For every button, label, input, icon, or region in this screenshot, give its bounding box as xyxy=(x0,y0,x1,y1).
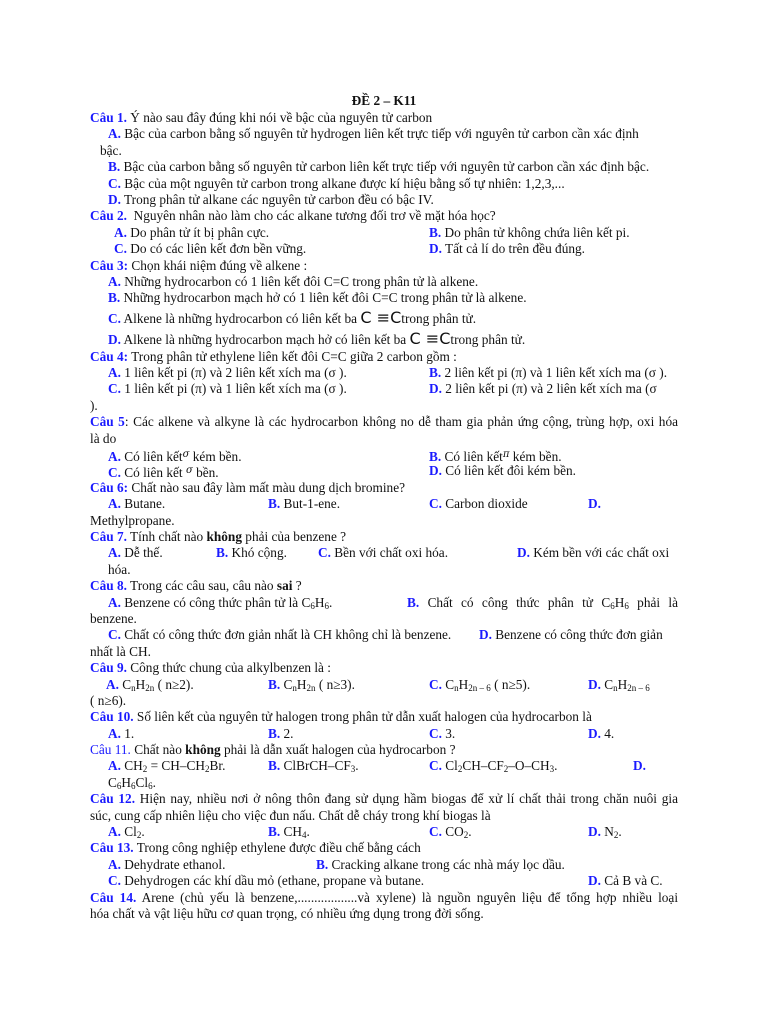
option-label: A. xyxy=(108,545,121,561)
option-label: D. xyxy=(429,463,442,479)
option-d[interactable] xyxy=(429,463,576,479)
question-7 xyxy=(90,529,678,545)
option-text: $CH_4$. xyxy=(283,824,310,841)
option-row xyxy=(90,496,678,512)
option-label: A. xyxy=(106,676,119,692)
option-a[interactable] xyxy=(90,126,678,142)
option-b[interactable] xyxy=(316,857,565,873)
option-d-continued xyxy=(90,644,678,660)
question-number: Câu 12. xyxy=(90,791,136,807)
option-text: 4. xyxy=(604,725,615,741)
option-text: Alkene là những hydrocarbon có liên kết ba xyxy=(123,310,358,326)
option-text: bền. xyxy=(196,465,219,481)
question-text: Trong công nghiệp ethylene được điều chế bằng cách xyxy=(136,840,421,856)
question-number: Câu 4: xyxy=(90,348,129,364)
question-6 xyxy=(90,480,678,496)
option-b[interactable] xyxy=(268,824,310,840)
question-text: hóa chất và vật liệu hữu cơ quan trọng, có nhiều ứng dụng trong đời sống. xyxy=(90,905,484,921)
option-text: nhất là CH. xyxy=(90,643,151,659)
option-d[interactable] xyxy=(588,496,601,512)
question-text: là do xyxy=(90,430,117,446)
question-text: phải của benzene ? xyxy=(245,528,347,544)
option-label: D. xyxy=(479,627,492,643)
option-text: Bậc của một nguyên tử carbon trong alkane được kí hiệu bằng số tự nhiên: 1,2,3,... xyxy=(124,175,565,191)
option-text: Butane. xyxy=(124,496,166,512)
option-row xyxy=(90,447,678,463)
option-b[interactable] xyxy=(268,677,355,693)
question-10 xyxy=(90,709,678,725)
option-text: Có liên kết xyxy=(124,465,183,481)
option-a[interactable] xyxy=(90,274,678,290)
option-c[interactable] xyxy=(429,726,455,742)
option-label: B. xyxy=(429,224,442,240)
exam-page xyxy=(90,92,678,922)
option-text: Benzene có công thức phân tử là $C_6H_6$. xyxy=(124,594,333,611)
option-label: A. xyxy=(108,594,121,610)
question-number: Câu 5 xyxy=(90,414,125,430)
option-text: Do phân tử ít bị phân cực. xyxy=(130,224,270,240)
option-text: Những hydrocarbon mạch hở có 1 liên kết đôi C=C trong phân tử là alkene. xyxy=(123,290,527,306)
option-c[interactable] xyxy=(429,824,472,840)
option-text: Carbon dioxide xyxy=(445,496,528,512)
option-text: $C_nH_{2n - 6}$ xyxy=(604,676,650,693)
option-c[interactable] xyxy=(90,176,678,192)
option-a[interactable] xyxy=(108,496,165,512)
option-row xyxy=(90,824,678,840)
option-label: A. xyxy=(108,758,121,774)
question-text: súc, cung cấp nhiên liệu cho việc đun nấu. Chất dễ cháy trong khí biogas là xyxy=(90,807,491,823)
option-text: hóa. xyxy=(108,561,131,577)
option-label: B. xyxy=(268,496,281,512)
option-d[interactable] xyxy=(90,192,678,208)
question-text: : Các alkene và alkyne là các hydrocarbon không no dễ tham gia phản ứng cộng, trùng hợp, oxi hóa xyxy=(124,414,678,430)
question-number: Câu 10. xyxy=(90,709,134,725)
option-row xyxy=(90,595,678,611)
option-label: C. xyxy=(108,627,121,643)
pi-symbol: π xyxy=(502,449,510,461)
question-2 xyxy=(90,208,678,224)
option-text: $CO_2$. xyxy=(445,824,472,841)
sigma-symbol: σ xyxy=(182,449,190,461)
option-c[interactable] xyxy=(114,241,306,257)
option-label: C. xyxy=(108,873,121,889)
option-label: B. xyxy=(429,449,442,465)
option-label: B. xyxy=(216,545,229,561)
option-b[interactable] xyxy=(407,595,678,611)
option-a[interactable] xyxy=(108,365,347,381)
option-d[interactable] xyxy=(588,824,622,840)
option-text: Khó cộng. xyxy=(231,545,287,561)
option-text: Có liên kết đôi kém bền. xyxy=(445,463,576,479)
question-text: phải là dẫn xuất halogen của hydrocarbon ? xyxy=(223,742,456,758)
option-text: 2 liên kết pi (π) và 2 liên kết xích ma (σ xyxy=(445,381,657,397)
option-text: $CH_2 = CH-CH_2Br$. xyxy=(124,758,226,775)
question-keyword: không xyxy=(185,742,221,758)
option-row xyxy=(90,463,678,479)
option-d[interactable] xyxy=(588,677,650,693)
option-label: C. xyxy=(429,758,442,774)
option-d-continued xyxy=(90,398,678,414)
question-12 xyxy=(90,791,678,807)
question-text: Trong phân tử ethylene liên kết đôi C=C giữa 2 carbon gồm : xyxy=(131,348,457,364)
option-label: B. xyxy=(268,758,281,774)
option-b[interactable] xyxy=(429,365,667,381)
option-label: A. xyxy=(108,824,121,840)
option-label: C. xyxy=(429,824,442,840)
option-text: Bậc của carbon bằng số nguyên tử carbon liên kết trực tiếp với nguyên tử carbon cần xác định bậc. xyxy=(123,159,650,175)
option-text: ClBrCH–$CF_3$. xyxy=(283,758,359,775)
question-text: Ý nào sau đây đúng khi nói về bậc của nguyên tử carbon xyxy=(130,110,433,125)
option-d[interactable] xyxy=(633,758,646,774)
option-text: $Cl_2CH-CF_2-O-CH_3$. xyxy=(445,758,558,775)
option-c[interactable] xyxy=(429,677,530,693)
option-b-continued xyxy=(90,611,678,627)
option-b[interactable] xyxy=(90,159,678,175)
triple-bond-symbol: C ≡C xyxy=(360,307,402,327)
option-label: D. xyxy=(429,241,442,257)
question-text: Chất nào sau đây làm mất màu dung dịch bromine? xyxy=(131,479,405,495)
option-text: bậc. xyxy=(100,142,122,158)
option-b[interactable] xyxy=(216,545,287,561)
option-label: A. xyxy=(108,856,121,872)
option-d[interactable] xyxy=(517,545,669,561)
option-label: B. xyxy=(407,594,420,610)
option-row xyxy=(90,677,678,693)
option-row xyxy=(90,758,678,774)
option-label: B. xyxy=(268,824,281,840)
question-text: Chất nào xyxy=(134,742,182,758)
option-text: 1. xyxy=(124,725,135,741)
option-label: A. xyxy=(108,126,121,142)
option-label: D. xyxy=(633,758,646,774)
question-text: Nguyên nhân nào làm cho các alkane tương đối trơ về mặt hóa học? xyxy=(133,208,496,224)
option-d[interactable] xyxy=(588,873,663,889)
option-label: C. xyxy=(318,545,331,561)
option-d-continued xyxy=(90,693,678,709)
option-c[interactable] xyxy=(429,758,557,774)
option-a[interactable] xyxy=(108,595,332,611)
option-text: $C_nH_{2n}$ ( n≥3). xyxy=(283,676,355,693)
question-9 xyxy=(90,660,678,676)
option-label: B. xyxy=(429,365,442,381)
option-label: A. xyxy=(108,496,121,512)
option-row xyxy=(90,545,678,561)
option-text: $N_2$. xyxy=(604,824,622,841)
option-text: ( n≥6). xyxy=(90,692,127,708)
sigma-symbol: σ xyxy=(185,465,193,477)
option-label: D. xyxy=(588,725,601,741)
option-text: kém bền. xyxy=(192,449,242,465)
option-d-continued xyxy=(90,513,678,529)
option-label: D. xyxy=(588,873,601,889)
option-text: Trong phân tử alkane các nguyên tử carbon đều có bậc IV. xyxy=(124,191,434,207)
option-text: Kém bền với các chất oxi xyxy=(533,545,670,561)
option-text: Dehydrogen các khí dầu mỏ (ethane, propane và butane. xyxy=(124,873,425,889)
option-text: Methylpropane. xyxy=(90,512,175,528)
option-text: Có liên kết xyxy=(444,449,503,465)
option-row xyxy=(90,225,678,241)
question-5-continued xyxy=(90,431,678,447)
option-text: Alkene là những hydrocarbon mạch hở có liên kết ba xyxy=(123,331,407,347)
question-12-continued xyxy=(90,808,678,824)
option-d-continued xyxy=(90,562,678,578)
option-a-continued xyxy=(90,143,678,159)
option-label: C. xyxy=(429,676,442,692)
option-label: A. xyxy=(108,449,121,465)
option-text: 1 liên kết pi (π) và 1 liên kết xích ma (σ ). xyxy=(124,381,347,397)
option-c[interactable] xyxy=(108,381,347,397)
option-text: $C_6H_6Cl_6$. xyxy=(108,774,156,791)
option-d-continued xyxy=(90,775,678,791)
option-a[interactable] xyxy=(108,726,134,742)
option-a[interactable] xyxy=(108,857,225,873)
option-label: B. xyxy=(268,676,281,692)
option-text: Benzene có công thức đơn giản xyxy=(495,627,663,643)
option-label: D. xyxy=(108,331,121,347)
question-number: Câu 14. xyxy=(90,889,137,905)
option-text: $C_nH_{2n - 6}$ ( n≥5). xyxy=(445,676,531,693)
option-label: C. xyxy=(429,725,442,741)
option-c[interactable] xyxy=(429,496,528,512)
option-text: Dễ thế. xyxy=(124,545,163,561)
question-11 xyxy=(90,742,678,758)
question-number: Câu 2. xyxy=(90,208,127,224)
question-1 xyxy=(90,110,678,126)
option-a[interactable] xyxy=(108,545,163,561)
option-d[interactable] xyxy=(588,726,614,742)
option-c[interactable] xyxy=(108,873,424,889)
option-label: C. xyxy=(114,241,127,257)
option-label: D. xyxy=(517,545,530,561)
option-d[interactable] xyxy=(429,241,585,257)
option-a[interactable] xyxy=(106,677,194,693)
option-text: $C_nH_{2n}$ ( n≥2). xyxy=(122,676,194,693)
option-label: A. xyxy=(108,725,121,741)
option-d[interactable] xyxy=(90,328,678,349)
option-row xyxy=(90,381,678,397)
option-d[interactable] xyxy=(479,627,663,643)
question-text: Số liên kết của nguyên tử halogen trong phân tử dẫn xuất halogen của hydrocarbon là xyxy=(136,709,592,725)
option-text: Cracking alkane trong các nhà máy lọc dầu. xyxy=(331,856,565,872)
option-label: B. xyxy=(268,725,281,741)
option-label: A. xyxy=(108,273,121,289)
option-text: Bậc của carbon bằng số nguyên tử hydrogen liên kết trực tiếp với nguyên tử carbon cần xác định xyxy=(124,126,639,142)
question-number: Câu 1. xyxy=(90,110,127,125)
option-text: ). xyxy=(90,397,98,413)
option-text: kém bền. xyxy=(512,449,562,465)
question-8 xyxy=(90,578,678,594)
option-b[interactable] xyxy=(429,225,630,241)
question-text: Công thức chung của alkylbenzen là : xyxy=(130,660,331,676)
option-label: A. xyxy=(108,365,121,381)
question-text: Chọn khái niệm đúng về alkene : xyxy=(131,257,308,273)
option-c[interactable] xyxy=(108,627,451,643)
option-label: B. xyxy=(108,290,121,306)
option-text: Có liên kết xyxy=(124,449,183,465)
option-text: Chất có công thức đơn giản nhất là CH không chỉ là benzene. xyxy=(124,627,452,643)
option-label: B. xyxy=(108,159,121,175)
question-text: Tính chất nào xyxy=(130,528,204,544)
option-a[interactable] xyxy=(108,758,225,774)
question-3 xyxy=(90,258,678,274)
question-number: Câu 9. xyxy=(90,660,127,676)
question-4 xyxy=(90,349,678,365)
option-text: trong phân tử. xyxy=(401,310,477,326)
question-5 xyxy=(90,414,678,430)
triple-bond-symbol: C ≡C xyxy=(409,328,451,348)
question-number: Câu 7. xyxy=(90,528,127,544)
option-text: benzene. xyxy=(90,610,137,626)
option-row xyxy=(90,365,678,381)
option-a[interactable] xyxy=(114,225,269,241)
question-number: Câu 3: xyxy=(90,257,129,273)
question-13 xyxy=(90,840,678,856)
option-row xyxy=(90,627,678,643)
option-text: Cả B và C. xyxy=(604,873,663,889)
option-label: C. xyxy=(429,496,442,512)
option-label: D. xyxy=(429,381,442,397)
option-row xyxy=(90,873,678,889)
option-c[interactable] xyxy=(90,307,678,328)
option-text: 3. xyxy=(445,725,456,741)
option-c[interactable] xyxy=(318,545,448,561)
option-label: A. xyxy=(114,224,127,240)
option-row xyxy=(90,726,678,742)
option-b[interactable] xyxy=(268,758,359,774)
option-text: Do phân tử không chứa liên kết pi. xyxy=(444,224,630,240)
option-text: Chất có công thức phân tử $C_6H_6$ phải là xyxy=(427,594,679,611)
option-text: Tất cả lí do trên đều đúng. xyxy=(445,241,585,257)
question-14-continued xyxy=(90,906,678,922)
option-a[interactable] xyxy=(108,824,145,840)
option-text: Do có các liên kết đơn bền vững. xyxy=(130,241,307,257)
option-b[interactable] xyxy=(268,726,294,742)
question-number: Câu 11. xyxy=(90,742,131,758)
question-text: Hiện nay, nhiều nơi ở nông thôn đang sử dụng hầm biogas để xử lí chất thải trong chăn nuôi gia xyxy=(139,791,678,807)
option-label: D. xyxy=(588,676,601,692)
option-text: $Cl_2$. xyxy=(124,824,145,841)
exam-title: ĐỀ 2 – K11 xyxy=(351,93,417,108)
option-text: Dehydrate ethanol. xyxy=(124,856,226,872)
option-text: But-1-ene. xyxy=(283,496,341,512)
option-label: B. xyxy=(316,856,329,872)
option-label: C. xyxy=(108,381,121,397)
question-text: Arene (chủ yếu là benzene,..................và xylene) là nguồn nguyên liệu để tổng hợp nhiều loại xyxy=(141,889,679,905)
option-label: C. xyxy=(108,175,121,191)
option-text: Những hydrocarbon có 1 liên kết đôi C=C trong phân tử là alkene. xyxy=(124,273,479,289)
option-row xyxy=(90,241,678,257)
option-label: D. xyxy=(588,824,601,840)
option-text: Bền với chất oxi hóa. xyxy=(334,545,449,561)
question-number: Câu 6: xyxy=(90,479,129,495)
option-label: C. xyxy=(108,465,121,481)
option-row xyxy=(90,857,678,873)
question-text: ? xyxy=(295,578,302,594)
option-text: 1 liên kết pi (π) và 2 liên kết xích ma (σ ). xyxy=(124,365,347,381)
question-keyword: sai xyxy=(276,578,293,594)
option-text: trong phân tử. xyxy=(450,331,526,347)
option-d[interactable] xyxy=(429,381,657,397)
option-text: 2. xyxy=(283,725,294,741)
option-b[interactable] xyxy=(268,496,340,512)
option-label: C. xyxy=(108,310,121,326)
option-text: 2 liên kết pi (π) và 1 liên kết xích ma (σ ). xyxy=(444,365,668,381)
question-text: Trong các câu sau, câu nào xyxy=(130,578,274,594)
question-number: Câu 8. xyxy=(90,578,127,594)
question-14 xyxy=(90,890,678,906)
option-b[interactable] xyxy=(90,290,678,306)
question-keyword: không xyxy=(206,528,242,544)
question-number: Câu 13. xyxy=(90,840,134,856)
option-label: D. xyxy=(108,191,121,207)
option-label: D. xyxy=(588,496,601,512)
